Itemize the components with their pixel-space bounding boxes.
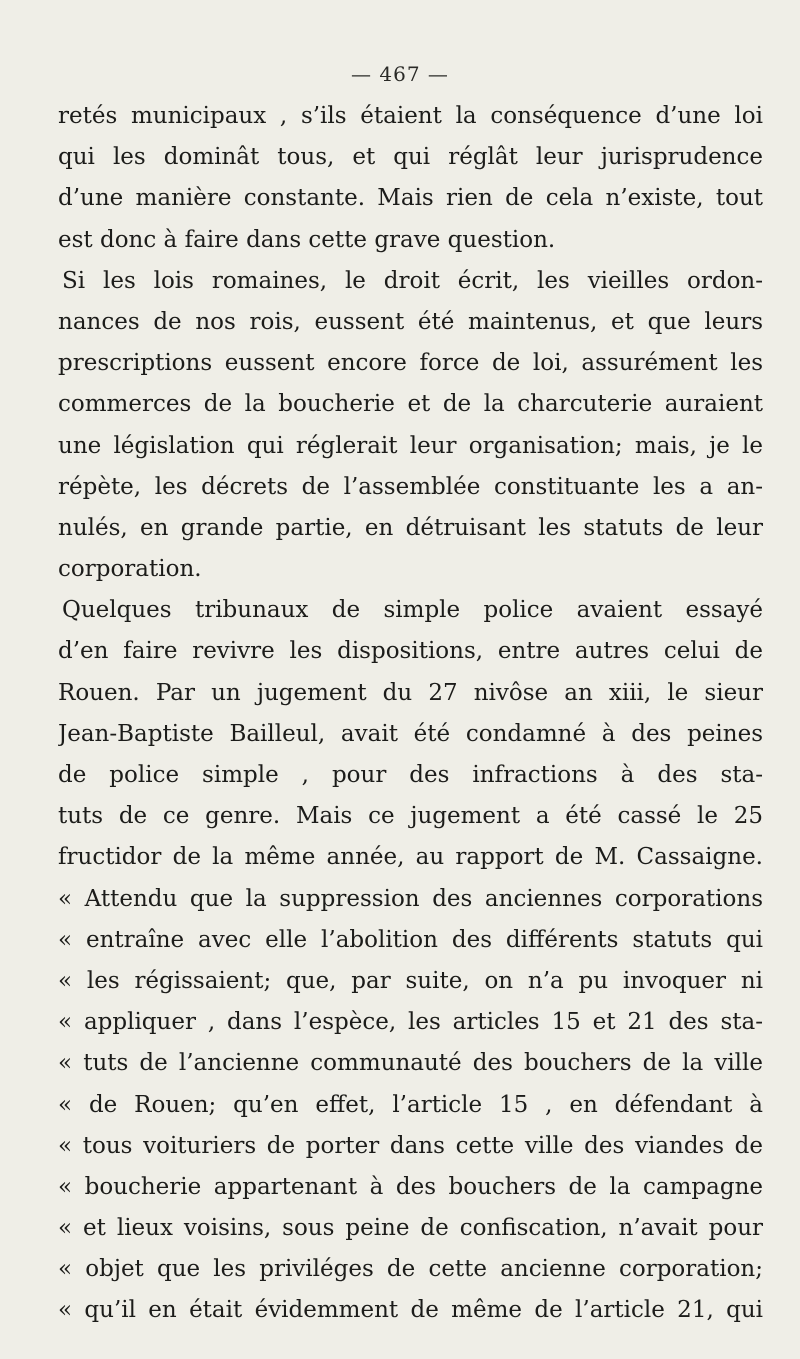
text-line: « tuts de l’ancienne communauté des bouchers de la ville: [58, 1050, 763, 1077]
text-line: « les régissaient; que, par suite, on n’a pu invoquer ni: [58, 967, 763, 994]
text-line: retés municipaux , s’ils étaient la conséquence d’une loi: [58, 103, 763, 129]
text-line: Si les lois romaines, le droit écrit, les vieilles ordon-: [62, 267, 763, 294]
text-line: fructidor de la même année, au rapport de M. Cassaigne.: [58, 844, 763, 871]
text-line: « tous voituriers de porter dans cette ville des viandes de: [58, 1132, 763, 1159]
page-number: — 467 —: [351, 62, 449, 86]
text-line: Quelques tribunaux de simple police avaient essayé: [62, 597, 763, 624]
text-line: d’en faire revivre les dispositions, entre autres celui de: [58, 638, 763, 665]
text-line: « appliquer , dans l’espèce, les articles 15 et 21 des sta-: [58, 1009, 763, 1036]
text-line: tuts de ce genre. Mais ce jugement a été cassé le 25: [58, 803, 763, 830]
text-line: commerces de la boucherie et de la charcuterie auraient: [58, 391, 763, 418]
text-line: une législation qui réglerait leur organisation; mais, je le: [58, 432, 763, 459]
text-line: « de Rouen; qu’en effet, l’article 15 , en défendant à: [58, 1091, 763, 1118]
text-line: « entraîne avec elle l’abolition des différents statuts qui: [58, 926, 763, 953]
text-line: nulés, en grande partie, en détruisant les statuts de leur: [58, 514, 763, 541]
text-line: « objet que les priviléges de cette ancienne corporation;: [58, 1256, 763, 1283]
text-line: corporation.: [58, 556, 202, 583]
body-text: [58, 96, 763, 1332]
text-line: « et lieux voisins, sous peine de confiscation, n’avait pour: [58, 1215, 763, 1242]
text-line: nances de nos rois, eussent été maintenus, et que leurs: [58, 308, 763, 335]
text-line: qui les dominât tous, et qui réglât leur jurisprudence: [58, 144, 763, 171]
text-line: « qu’il en était évidemment de même de l’article 21, qui: [58, 1297, 763, 1324]
text-line: de police simple , pour des infractions à des sta-: [58, 762, 763, 788]
text-line: prescriptions eussent encore force de loi, assurément les: [58, 350, 763, 377]
text-line: répète, les décrets de l’assemblée constituante les a an-: [58, 473, 763, 500]
text-line: « boucherie appartenant à des bouchers de la campagne: [58, 1173, 763, 1200]
text-line: « Attendu que la suppression des anciennes corporations: [58, 885, 763, 912]
text-line: Jean-Baptiste Bailleul, avait été condamné à des peines: [58, 720, 763, 747]
text-line: d’une manière constante. Mais rien de cela n’existe, tout: [58, 185, 763, 212]
text-line: Rouen. Par un jugement du 27 nivôse an xiii, le sieur: [58, 679, 763, 706]
text-line: est donc à faire dans cette grave question.: [58, 226, 556, 253]
